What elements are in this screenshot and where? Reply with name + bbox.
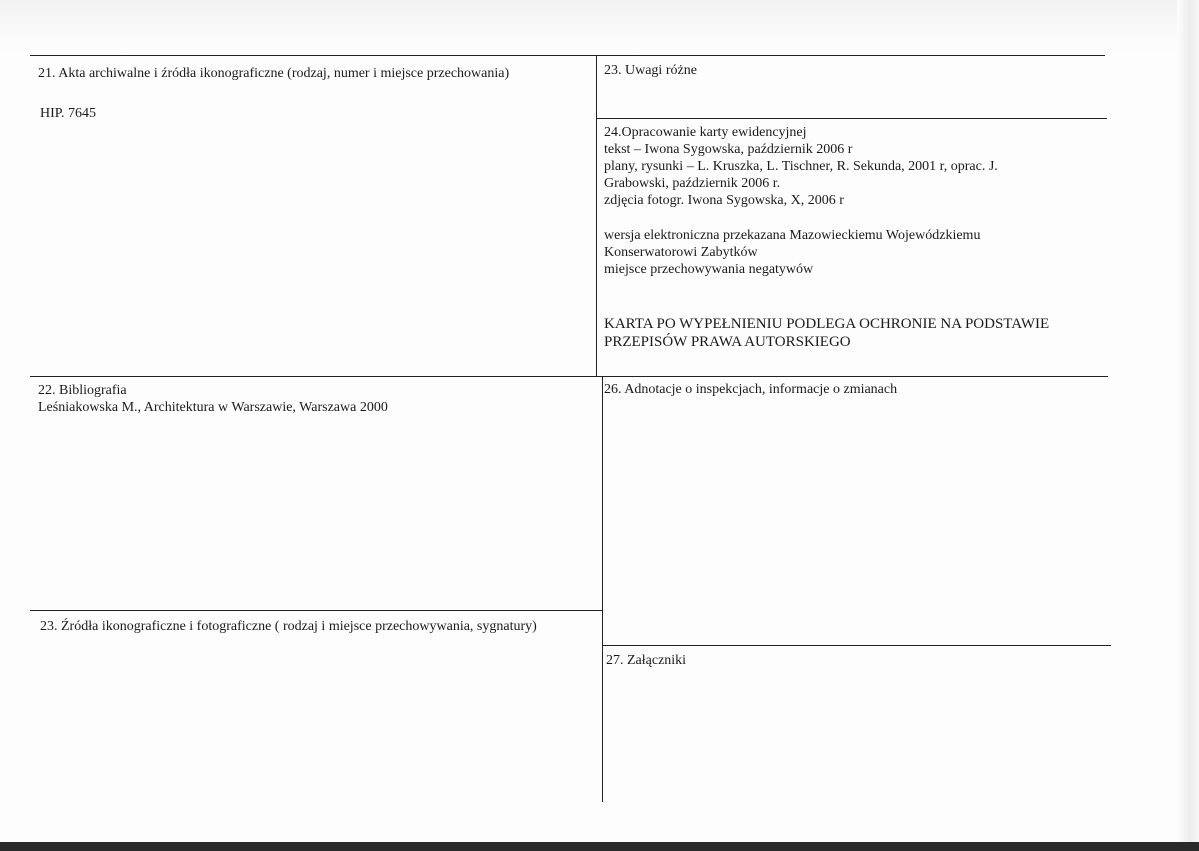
s24-line: Grabowski, październik 2006 r. — [604, 176, 781, 191]
s22-value: Leśniakowska M., Architektura w Warszawie, Warszawa 2000 — [38, 400, 388, 415]
rule-above-23-zrodla — [30, 610, 602, 611]
s24-notice: PRZEPISÓW PRAWA AUTORSKIEGO — [604, 334, 851, 350]
s24-line: plany, rysunki – L. Kruszka, L. Tischner, R. Sekunda, 2001 r, oprac. J. — [604, 159, 998, 174]
s24-line: zdjęcia fotogr. Iwona Sygowska, X, 2006 r — [604, 193, 844, 208]
s26-heading: 26. Adnotacje o inspekcjach, informacje o zmianach — [604, 382, 898, 397]
s24-heading: 24.Opracowanie karty ewidencyjnej — [604, 125, 807, 140]
s23b-heading: 23. Uwagi różne — [604, 63, 697, 78]
s21-value: HIP. 7645 — [40, 106, 97, 121]
s27-heading: 27. Załączniki — [606, 653, 687, 668]
s22-heading: 22. Bibliografia — [38, 383, 127, 398]
scan-shadow-top — [0, 0, 1199, 55]
s24-line: tekst – Iwona Sygowska, październik 2006 r — [604, 142, 853, 157]
s24-notice: KARTA PO WYPEŁNIENIU PODLEGA OCHRONIE NA PODSTAWIE — [604, 316, 1050, 332]
s23a-heading: 23. Źródła ikonograficzne i fotograficzne ( rodzaj i miejsce przechowywania, sygnatury) — [40, 619, 537, 634]
s24-line: miejsce przechowywania negatywów — [604, 262, 814, 277]
s24-line: Konserwatorowi Zabytków — [604, 245, 758, 260]
rule-above-22-26 — [30, 376, 1108, 377]
top-rule — [30, 55, 1105, 56]
scan-shadow-right — [1177, 0, 1199, 851]
rule-above-27 — [603, 645, 1111, 646]
s24-line: wersja elektroniczna przekazana Mazowieckiemu Wojewódzkiemu — [604, 228, 981, 243]
rule-under-23-uwagi — [597, 118, 1107, 119]
scan-shadow-bottom — [0, 842, 1199, 851]
vertical-divider-lower — [602, 376, 603, 802]
vertical-divider-upper — [596, 55, 597, 377]
s21-heading: 21. Akta archiwalne i źródła ikonograficzne (rodzaj, numer i miejsce przechowania) — [38, 66, 510, 81]
